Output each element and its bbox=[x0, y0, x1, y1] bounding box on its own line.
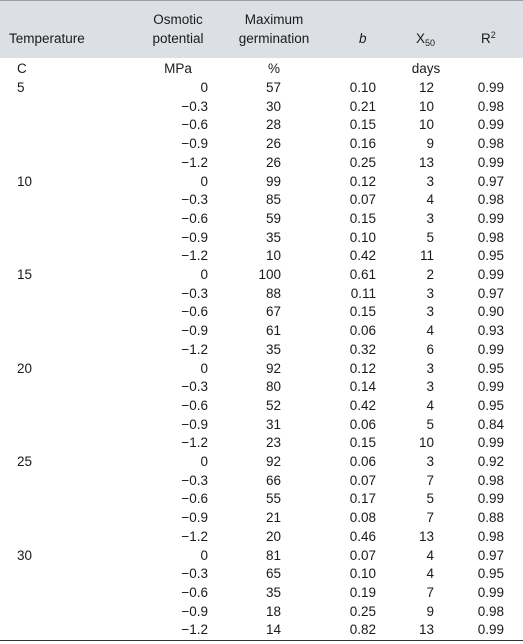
unit-temperature: C bbox=[17, 61, 27, 76]
temperature-cell: 25 bbox=[17, 454, 33, 469]
osmotic-cell: 0 bbox=[200, 547, 208, 563]
r2-cell: 0.98 bbox=[477, 528, 504, 544]
r2-cell: 0.95 bbox=[477, 397, 504, 413]
osmotic-cell: −0.3 bbox=[181, 472, 208, 488]
b-cell: 0.10 bbox=[349, 80, 376, 95]
r2-cell: 0.99 bbox=[477, 435, 504, 451]
b-cell: 0.06 bbox=[349, 323, 376, 339]
osmotic-cell: −0.6 bbox=[181, 117, 208, 133]
b-cell: 0.12 bbox=[349, 173, 376, 189]
table-row bbox=[0, 453, 523, 472]
table-row bbox=[0, 79, 523, 98]
germination-cell: 18 bbox=[265, 603, 281, 619]
osmotic-cell: −0.3 bbox=[181, 285, 208, 301]
r2-cell: 0.97 bbox=[477, 547, 504, 563]
x50-cell: 2 bbox=[426, 267, 434, 282]
r2-cell: 0.98 bbox=[477, 472, 504, 488]
x50-cell: 4 bbox=[426, 192, 434, 208]
x50-cell: 3 bbox=[426, 173, 434, 189]
germination-cell: 35 bbox=[265, 229, 281, 245]
r2-cell: 0.99 bbox=[477, 117, 504, 133]
osmotic-cell: −1.2 bbox=[181, 248, 208, 264]
b-cell: 0.16 bbox=[349, 136, 376, 152]
table-row bbox=[0, 135, 523, 154]
r2-cell: 0.99 bbox=[477, 341, 504, 357]
x50-cell: 5 bbox=[426, 416, 434, 432]
x50-cell: 4 bbox=[426, 547, 434, 563]
table-row bbox=[0, 603, 523, 622]
germination-cell: 21 bbox=[265, 510, 281, 526]
table-row bbox=[0, 434, 523, 453]
x50-cell: 5 bbox=[426, 491, 434, 507]
b-cell: 0.17 bbox=[349, 491, 376, 507]
x50-cell: 3 bbox=[426, 210, 434, 226]
r2-cell: 0.99 bbox=[477, 267, 504, 282]
table-row bbox=[0, 584, 523, 603]
table-row bbox=[0, 191, 523, 210]
germination-cell: 35 bbox=[265, 341, 281, 357]
germination-cell: 66 bbox=[265, 472, 281, 488]
table-row bbox=[0, 472, 523, 491]
b-cell: 0.19 bbox=[349, 584, 376, 600]
header-maxgerm-line1: Maximum bbox=[244, 12, 304, 27]
table-row bbox=[0, 285, 523, 304]
x50-cell: 7 bbox=[426, 584, 434, 600]
x50-cell: 10 bbox=[418, 435, 434, 451]
table-row bbox=[0, 621, 523, 640]
table-row bbox=[0, 360, 523, 379]
osmotic-cell: 0 bbox=[200, 454, 208, 469]
osmotic-cell: 0 bbox=[200, 80, 208, 95]
r2-cell: 0.99 bbox=[477, 210, 504, 226]
b-cell: 0.10 bbox=[349, 566, 376, 582]
r2-cell: 0.99 bbox=[477, 379, 504, 395]
header-x50: $X_{50}$ bbox=[416, 31, 436, 48]
osmotic-cell: −1.2 bbox=[181, 154, 208, 170]
x50-cell: 13 bbox=[418, 622, 434, 638]
germination-cell: 52 bbox=[265, 397, 281, 413]
x50-cell: 10 bbox=[418, 117, 434, 133]
b-cell: 0.11 bbox=[350, 285, 376, 301]
table-row bbox=[0, 509, 523, 528]
germination-cell: 85 bbox=[265, 192, 281, 208]
germination-cell: 99 bbox=[265, 173, 281, 189]
r2-cell: 0.88 bbox=[477, 510, 504, 526]
r2-cell: 0.92 bbox=[477, 454, 504, 469]
x50-cell: 3 bbox=[426, 285, 434, 301]
x50-cell: 9 bbox=[426, 136, 434, 152]
germination-cell: 92 bbox=[265, 454, 281, 469]
germination-cell: 61 bbox=[265, 323, 281, 339]
x50-cell: 13 bbox=[418, 528, 434, 544]
b-cell: 0.15 bbox=[349, 435, 376, 451]
osmotic-cell: −0.6 bbox=[181, 304, 208, 320]
germination-cell: 14 bbox=[265, 622, 281, 638]
osmotic-cell: −0.9 bbox=[181, 136, 208, 152]
table-row bbox=[0, 210, 523, 229]
germination-cell: 59 bbox=[265, 210, 281, 226]
osmotic-cell: −0.9 bbox=[181, 510, 208, 526]
osmotic-cell: −0.6 bbox=[181, 584, 208, 600]
germination-cell: 67 bbox=[265, 304, 281, 320]
r2-cell: 0.99 bbox=[477, 154, 504, 170]
x50-cell: 4 bbox=[426, 566, 434, 582]
osmotic-cell: −1.2 bbox=[181, 341, 208, 357]
r2-cell: 0.99 bbox=[477, 584, 504, 600]
osmotic-cell: −0.9 bbox=[181, 323, 208, 339]
b-cell: 0.07 bbox=[349, 472, 376, 488]
germination-cell: 31 bbox=[265, 416, 281, 432]
x50-cell: 3 bbox=[426, 454, 434, 469]
table-row bbox=[0, 565, 523, 584]
x50-cell: 6 bbox=[426, 341, 434, 357]
temperature-cell: 20 bbox=[17, 360, 33, 376]
table-row bbox=[0, 378, 523, 397]
b-cell: 0.06 bbox=[349, 416, 376, 432]
header-temperature: Temperature bbox=[9, 31, 85, 46]
osmotic-cell: −1.2 bbox=[181, 622, 208, 638]
germination-cell: 88 bbox=[265, 285, 281, 301]
osmotic-cell: 0 bbox=[200, 360, 208, 376]
temperature-cell: 30 bbox=[17, 547, 33, 563]
b-cell: 0.15 bbox=[349, 210, 376, 226]
r2-cell: 0.95 bbox=[477, 360, 504, 376]
b-cell: 0.15 bbox=[349, 117, 376, 133]
r2-cell: 0.99 bbox=[477, 80, 504, 95]
germination-cell: 100 bbox=[258, 267, 281, 282]
b-cell: 0.61 bbox=[349, 267, 376, 282]
osmotic-cell: −0.6 bbox=[181, 397, 208, 413]
r2-cell: 0.99 bbox=[477, 622, 504, 638]
temperature-cell: 15 bbox=[17, 267, 33, 282]
table-row bbox=[0, 341, 523, 360]
table-row bbox=[0, 397, 523, 416]
b-cell: 0.12 bbox=[349, 360, 376, 376]
temperature-cell: 10 bbox=[17, 173, 33, 189]
x50-cell: 3 bbox=[426, 379, 434, 395]
b-cell: 0.82 bbox=[349, 622, 376, 638]
germination-cell: 20 bbox=[265, 528, 281, 544]
table-row bbox=[0, 247, 523, 266]
bottom-rule bbox=[0, 640, 523, 641]
x50-cell: 4 bbox=[426, 323, 434, 339]
osmotic-cell: −0.9 bbox=[181, 229, 208, 245]
b-cell: 0.25 bbox=[349, 154, 376, 170]
unit-days: days bbox=[411, 61, 441, 76]
b-cell: 0.06 bbox=[349, 454, 376, 469]
germination-cell: 80 bbox=[265, 379, 281, 395]
table-header bbox=[0, 0, 523, 58]
germination-cell: 23 bbox=[265, 435, 281, 451]
x50-cell: 11 bbox=[419, 248, 434, 264]
osmotic-cell: −0.6 bbox=[181, 210, 208, 226]
table-row bbox=[0, 303, 523, 322]
germination-cell: 57 bbox=[265, 80, 281, 95]
germination-cell: 65 bbox=[265, 566, 281, 582]
b-cell: 0.21 bbox=[349, 98, 376, 114]
osmotic-cell: 0 bbox=[200, 173, 208, 189]
x50-cell: 5 bbox=[426, 229, 434, 245]
osmotic-cell: −0.3 bbox=[181, 379, 208, 395]
osmotic-cell: −0.9 bbox=[181, 416, 208, 432]
table-row bbox=[0, 266, 523, 285]
b-cell: 0.10 bbox=[349, 229, 376, 245]
r2-cell: 0.90 bbox=[477, 304, 504, 320]
header-maxgerm-line2: germination bbox=[238, 31, 310, 46]
b-cell: 0.15 bbox=[349, 304, 376, 320]
table-row bbox=[0, 116, 523, 135]
b-cell: 0.42 bbox=[349, 397, 376, 413]
b-cell: 0.07 bbox=[349, 547, 376, 563]
table-row bbox=[0, 229, 523, 248]
germination-cell: 26 bbox=[265, 136, 281, 152]
x50-cell: 7 bbox=[426, 472, 434, 488]
b-cell: 0.46 bbox=[349, 528, 376, 544]
x50-cell: 13 bbox=[418, 154, 434, 170]
r2-cell: 0.98 bbox=[477, 192, 504, 208]
header-osmotic-line2: potential bbox=[152, 31, 204, 46]
germination-cell: 30 bbox=[265, 98, 281, 114]
r2-cell: 0.97 bbox=[477, 173, 504, 189]
r2-cell: 0.84 bbox=[477, 416, 504, 432]
x50-cell: 9 bbox=[426, 603, 434, 619]
osmotic-cell: −0.3 bbox=[181, 192, 208, 208]
osmotic-cell: −0.9 bbox=[181, 603, 208, 619]
table-row bbox=[0, 98, 523, 117]
b-cell: 0.07 bbox=[349, 192, 376, 208]
r2-cell: 0.95 bbox=[477, 248, 504, 264]
b-cell: 0.42 bbox=[349, 248, 376, 264]
r2-cell: 0.99 bbox=[477, 491, 504, 507]
germination-cell: 35 bbox=[265, 584, 281, 600]
x50-cell: 7 bbox=[426, 510, 434, 526]
osmotic-cell: −0.3 bbox=[181, 566, 208, 582]
unit-osmotic: MPa bbox=[164, 61, 192, 76]
table-row bbox=[0, 154, 523, 173]
r2-cell: 0.97 bbox=[477, 285, 504, 301]
r2-cell: 0.98 bbox=[477, 603, 504, 619]
b-cell: 0.25 bbox=[349, 603, 376, 619]
unit-germination: % bbox=[267, 61, 280, 76]
header-b: b bbox=[359, 31, 367, 46]
x50-cell: 10 bbox=[418, 98, 434, 114]
osmotic-cell: −0.3 bbox=[181, 98, 208, 114]
x50-cell: 4 bbox=[426, 397, 434, 413]
r2-cell: 0.93 bbox=[477, 323, 504, 339]
temperature-cell: 5 bbox=[17, 80, 25, 95]
header-osmotic-line1: Osmotic bbox=[153, 12, 203, 27]
germination-cell: 28 bbox=[265, 117, 281, 133]
table-row bbox=[0, 528, 523, 547]
r2-cell: 0.95 bbox=[477, 566, 504, 582]
header-r2: $R^2$ bbox=[481, 30, 496, 46]
osmotic-cell: −1.2 bbox=[181, 435, 208, 451]
germination-cell: 55 bbox=[265, 491, 281, 507]
table-row bbox=[0, 322, 523, 341]
table-row bbox=[0, 416, 523, 435]
osmotic-cell: −0.6 bbox=[181, 491, 208, 507]
table-row bbox=[0, 173, 523, 192]
x50-cell: 3 bbox=[426, 304, 434, 320]
b-cell: 0.32 bbox=[349, 341, 376, 357]
r2-cell: 0.98 bbox=[477, 229, 504, 245]
germination-cell: 92 bbox=[265, 360, 281, 376]
osmotic-cell: 0 bbox=[200, 267, 208, 282]
germination-cell: 26 bbox=[265, 154, 281, 170]
table-row bbox=[0, 547, 523, 566]
table-row bbox=[0, 490, 523, 509]
r2-cell: 0.98 bbox=[477, 98, 504, 114]
germination-cell: 81 bbox=[265, 547, 281, 563]
r2-cell: 0.98 bbox=[477, 136, 504, 152]
b-cell: 0.08 bbox=[349, 510, 376, 526]
x50-cell: 12 bbox=[418, 80, 434, 95]
b-cell: 0.14 bbox=[349, 379, 376, 395]
x50-cell: 3 bbox=[426, 360, 434, 376]
germination-cell: 10 bbox=[265, 248, 281, 264]
osmotic-cell: −1.2 bbox=[181, 528, 208, 544]
